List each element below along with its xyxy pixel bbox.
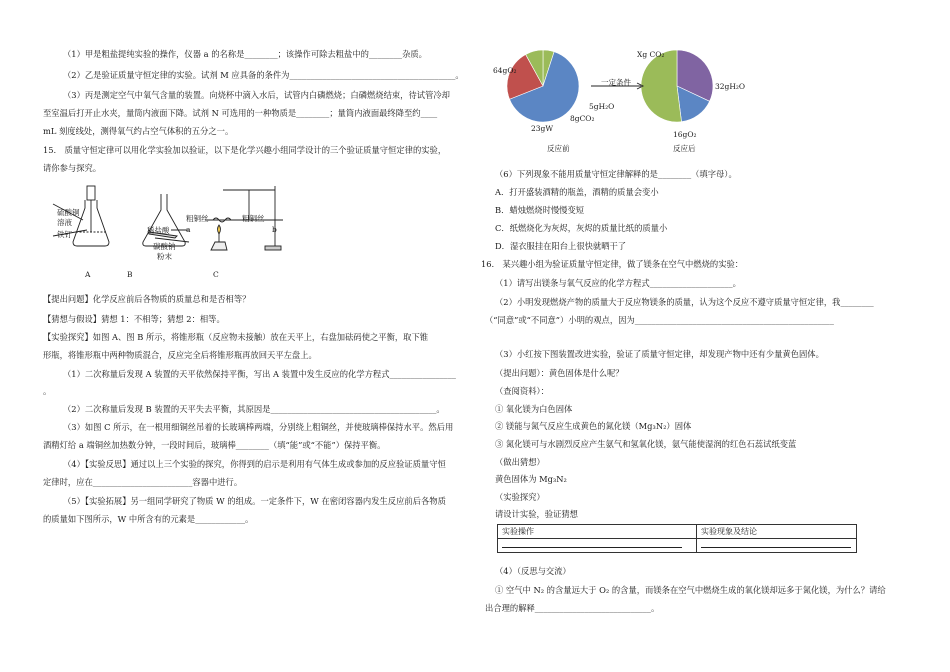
q15-part3-line1: （3）如图 C 所示，在一根用细铜丝吊着的长玻璃棒两端，分别绕上粗铜丝，并使玻璃棒保持水平。然后用 — [63, 422, 454, 432]
pie-chart-figure — [485, 40, 745, 160]
q16-reference-heading: （查阅资料）： — [495, 386, 549, 396]
label-solution: 溶液 — [57, 218, 72, 227]
caption-a: A — [85, 270, 91, 279]
q6-option-d: D．湿衣服挂在阳台上很快就晒干了 — [495, 241, 627, 251]
table-header-operation: 实验操作 — [498, 525, 697, 539]
q14-part3-line1: （3）丙是测定空气中氧气含量的装置。向烧杯中滴入水后，试管内白磷燃烧；白磷燃烧结束，待试管冷却 — [63, 90, 450, 100]
table-header-result: 实验现象及结论 — [697, 525, 857, 539]
q6-option-c: C．纸燃烧化为灰烬，灰烬的质量比纸的质量小 — [495, 223, 668, 233]
raise-question: 【提出问题】化学反应前后各物质的质量总和是否相等？ — [43, 294, 251, 304]
q14-part3-line2: 至室温后打开止水夹，量筒内液面下降。试剂 N 可选用的一种物质是________；量筒内液面最终降至约____ — [43, 108, 438, 118]
pie-label-w: 23gW — [531, 124, 554, 133]
q16-exp-task: 请设计实验，验证猜想 — [495, 509, 578, 519]
q16-part4-heading: （4）（反思与交流） — [495, 566, 571, 576]
label-end-a: a — [186, 225, 191, 234]
q16-part2-line2: （“同意”或“不同意”）小明的观点，因为________________________________________________ — [485, 315, 834, 325]
q6-stem: （6）下列现象不能用质量守恒定律解释的是________（填字母）。 — [495, 169, 737, 179]
q16-part4-1-line1: ① 空气中 N₂ 的含量远大于 O₂ 的含量，而镁条在空气中燃烧生成的氧化镁却远多于氮化镁，为什么？请给 — [495, 585, 886, 595]
label-iron-nail: 铁钉 — [57, 230, 72, 239]
pie-label-o2-after: 16gO₂ — [673, 130, 697, 139]
hypothesis: 【猜想与假设】猜想 1：不相等；猜想 2：相等。 — [43, 314, 225, 324]
q14-part1: （1）甲是粗盐提纯实验的操作，仪器 a 的名称是________；该操作可除去粗盐中的________杂质。 — [63, 49, 427, 59]
q15-part1: （1）二次称量后发现 A 装置的天平依然保持平衡，写出 A 装置中发生反应的化学方程式________________ — [63, 369, 456, 379]
pie-label-h2o-after: 32gH₂O — [715, 82, 746, 91]
q15-stem-line2: 请你参与探究。 — [43, 163, 102, 173]
q15-part4-line2: 定律时，应在________________________容器中进行。 — [43, 477, 243, 487]
q16-part2-line1: （2）小明发现燃烧产物的质量大于反应物镁条的质量，认为这个反应不遵守质量守恒定律，我________ — [495, 297, 874, 307]
arrow-condition-text: 一定条件 — [601, 78, 631, 87]
q16-exp-heading: （实验探究） — [495, 492, 545, 502]
table-cell-result[interactable] — [697, 539, 857, 553]
pie-label-o2-before: 64gO₂ — [493, 66, 517, 75]
table-row — [498, 539, 857, 553]
label-coarse-copper-wire-a: 粗铜丝 — [186, 214, 209, 223]
table-header-row — [498, 525, 857, 539]
q15-part1-end: 。 — [43, 386, 52, 396]
q15-part3-line2: 酒精灯给 a 端铜丝加热数分钟，一段时间后，玻璃棒________（填“能”或“不能”）保持平衡。 — [43, 440, 386, 450]
q16-part1: （1）请写出镁条与氧气反应的化学方程式____________________。 — [495, 278, 741, 288]
caption-b: B — [127, 270, 133, 279]
q14-part3-line3: mL 刻度线处，测得氧气约占空气体积的五分之一。 — [43, 126, 234, 136]
pie-label-co2-before: 8gCO₂ — [570, 114, 595, 123]
q15-part5-line2: 的质量如下图所示，W 中所含有的元素是____________。 — [43, 514, 254, 524]
q16-ask: （提出问题）：黄色固体是什么呢？ — [495, 368, 624, 378]
q16-reference-3: ③ 氮化镁可与水剧烈反应产生氨气和氢氧化镁，氨气能使湿润的红色石蕊试纸变蓝 — [495, 439, 797, 449]
label-copper-sulfate: 硫酸铜 — [57, 208, 80, 217]
q16-guess-heading: （做出猜想） — [495, 457, 545, 467]
q16-part4-1-line2: 出合理的解释____________________________。 — [485, 603, 660, 613]
q16-reference-1: ① 氧化镁为白色固体 — [495, 404, 573, 414]
label-hydrochloric-acid: 稀盐酸 — [147, 226, 170, 235]
label-powder: 粉末 — [157, 252, 172, 261]
table-cell-operation[interactable] — [498, 539, 697, 553]
pie-label-co2-after: Xg CO₂ — [637, 50, 665, 59]
q16-stem: 16. 某兴趣小组为验证质量守恒定律，做了镁条在空气中燃烧的实验： — [481, 259, 744, 269]
exp-intro-line2: 形瓶，将锥形瓶中两种物质混合，反应完全后将锥形瓶再放回天平左盘上。 — [43, 350, 317, 360]
q6-option-b: B．蜡烛燃烧时慢慢变短 — [495, 205, 585, 215]
q15-part2: （2）二次称量后发现 B 装置的天平失去平衡，其原因是________________________________________。 — [63, 404, 445, 414]
exp-intro-line1: 【实验探究】如图 A、图 B 所示，将锥形瓶（反应物未接触）放在天平上，右盘加砝码使之平衡，取下锥 — [43, 332, 429, 342]
experiment-table — [497, 524, 857, 553]
label-coarse-copper-wire-b: 粗铜丝 — [242, 214, 265, 223]
pie-before — [507, 50, 579, 122]
caption-before: 反应前 — [547, 144, 570, 153]
label-sodium-carbonate: 碳酸钠 — [153, 242, 176, 251]
q15-part5-line1: （5）【实验拓展】另一组同学研究了物质 W 的组成。一定条件下，W 在密闭容器内发生反应前后各物质 — [63, 496, 446, 506]
q15-stem-line1: 15. 质量守恒定律可以用化学实验加以验证，以下是化学兴趣小组同学设计的三个验证质量守恒定律的实验， — [43, 145, 447, 155]
q16-guess: 黄色固体为 Mg₃N₂ — [495, 474, 567, 484]
q14-part2: （2）乙是验证质量守恒定律的实验。试剂 M 应具备的条件为________________________________________。 — [63, 70, 464, 80]
pie-label-h2o-before: 5gH₂O — [589, 102, 615, 111]
q16-part3: （3）小红按下图装置改进实验，验证了质量守恒定律，却发现产物中还有少量黄色固体。 — [495, 349, 824, 359]
q16-reference-2: ② 镁能与氮气反应生成黄色的氮化镁（Mg₃N₂）固体 — [495, 421, 692, 431]
caption-c: C — [213, 270, 219, 279]
caption-after: 反应后 — [673, 144, 696, 153]
label-end-b: b — [272, 225, 277, 234]
apparatus-b — [143, 194, 189, 246]
q6-option-a: A．打开盛装酒精的瓶盖，酒精的质量会变小 — [495, 187, 659, 197]
q15-part4-line1: （4）【实验反思】通过以上三个实验的探究，你得到的启示是利用有气体生成或参加的反应验证质量守恒 — [63, 459, 446, 469]
